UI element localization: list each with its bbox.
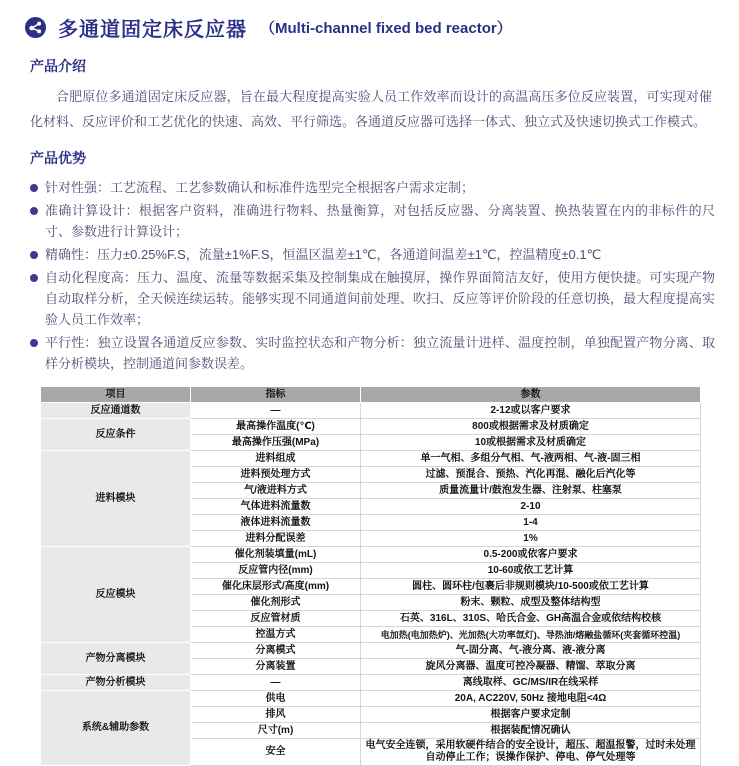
bullet-icon [30, 184, 38, 192]
param-cell: 质量流量计/鼓泡发生器、注射泵、柱塞泵 [361, 483, 701, 499]
table-row [41, 675, 701, 691]
advantage-item [30, 332, 715, 374]
param-cell: 根据装配情况确认 [361, 723, 701, 739]
indicator-cell: 最高操作压强(MPa) [191, 435, 361, 451]
param-cell: 旋风分离器、温度可控冷凝器、精馏、萃取分离 [361, 659, 701, 675]
bullet-icon [30, 274, 38, 282]
advantage-item [30, 177, 715, 198]
bullet-icon [30, 207, 38, 215]
param-cell: 电气安全连锁，采用软硬件结合的安全设计，超压、超温报警，过时未处理自动停止工作；误操作保护、停电、停气处理等 [361, 739, 701, 766]
table-row [41, 403, 701, 419]
indicator-cell: 尺寸(m) [191, 723, 361, 739]
header-cell-item: 项目 [41, 387, 191, 403]
indicator-cell: 催化剂形式 [191, 595, 361, 611]
table-row [41, 643, 701, 659]
advantage-item [30, 244, 715, 265]
param-cell: 1-4 [361, 515, 701, 531]
param-cell: 800或根据需求及材质确定 [361, 419, 701, 435]
indicator-cell: — [191, 403, 361, 419]
item-cell: 产物分离模块 [41, 643, 191, 675]
indicator-cell: 气体进料流量数 [191, 499, 361, 515]
indicator-cell: 催化床层形式/高度(mm) [191, 579, 361, 595]
indicator-cell: 分离装置 [191, 659, 361, 675]
item-cell: 反应条件 [41, 419, 191, 451]
indicator-cell: — [191, 675, 361, 691]
param-cell: 气-固分离、气-液分离、液-液分离 [361, 643, 701, 659]
indicator-cell: 反应管材质 [191, 611, 361, 627]
param-cell: 单一气相、多组分气相、气-液两相、气-液-固三相 [361, 451, 701, 467]
param-cell: 2-10 [361, 499, 701, 515]
table-header-row [41, 387, 701, 403]
item-cell: 进料模块 [41, 451, 191, 547]
param-cell: 10-60或依工艺计算 [361, 563, 701, 579]
table-row [41, 691, 701, 707]
indicator-cell: 进料组成 [191, 451, 361, 467]
param-cell: 2-12或以客户要求 [361, 403, 701, 419]
param-cell: 0.5-200或依客户要求 [361, 547, 701, 563]
param-cell: 圆柱、圆环柱/包裹后非规则模块/10-500或依工艺计算 [361, 579, 701, 595]
indicator-cell: 分离模式 [191, 643, 361, 659]
advantage-text: 自动化程度高：压力、温度、流量等数据采集及控制集成在触摸屏，操作界面简洁友好，使用方便快捷。可实现产物自动取样分析，全天候连续运转。能够实现不同通道间前处理、吹扫、反应等评价阶段的任意切换，最大程度提高实验人员工作效率； [45, 270, 715, 327]
page-title: 多通道固定床反应器 [58, 19, 247, 41]
indicator-cell: 催化剂装填量(mL) [191, 547, 361, 563]
indicator-cell: 气/液进料方式 [191, 483, 361, 499]
indicator-cell: 进料分配误差 [191, 531, 361, 547]
indicator-cell: 进料预处理方式 [191, 467, 361, 483]
advantages-heading: 产品优势 [30, 150, 86, 166]
item-cell: 系统&辅助参数 [41, 691, 191, 766]
table-row [41, 419, 701, 435]
indicator-cell: 排风 [191, 707, 361, 723]
param-cell: 过滤、预混合、预热、汽化再混、融化后汽化等 [361, 467, 701, 483]
intro-paragraph: 合肥原位多通道固定床反应器，旨在最大程度提高实验人员工作效率而设计的高温高压多位反应装置，可实现对催化材料、反应评价和工艺优化的快速、高效、平行筛选。各通道反应器可选择一体式、独立式及快速切换式工作模式。 [30, 89, 712, 129]
param-cell: 1% [361, 531, 701, 547]
advantage-text: 平行性：独立设置各通道反应参数、实时监控状态和产物分析：独立流量计进样、温度控制，单独配置产物分离、取样分析模块，控制通道间参数误差。 [45, 335, 715, 371]
spec-table [40, 386, 701, 766]
indicator-cell: 安全 [191, 739, 361, 766]
param-cell: 离线取样、GC/MS/IR在线采样 [361, 675, 701, 691]
indicator-cell: 液体进料流量数 [191, 515, 361, 531]
param-cell: 电加热(电加热炉)、光加热(大功率氙灯)、导热油/熔融盐循环(夹套循环控温) [361, 627, 701, 643]
advantage-list [30, 177, 715, 374]
item-cell: 产物分析模块 [41, 675, 191, 691]
header-cell-indicator: 指标 [191, 387, 361, 403]
indicator-cell: 最高操作温度(℃) [191, 419, 361, 435]
bullet-icon [30, 339, 38, 347]
param-cell: 根据客户要求定制 [361, 707, 701, 723]
advantage-item [30, 267, 715, 330]
header-cell-param: 参数 [361, 387, 701, 403]
item-cell: 反应通道数 [41, 403, 191, 419]
intro-heading: 产品介绍 [30, 58, 86, 74]
advantage-item [30, 200, 715, 242]
advantage-text: 准确计算设计：根据客户资料，准确进行物料、热量衡算，对包括反应器、分离装置、换热装置在内的非标件的尺寸、参数进行计算设计； [45, 203, 715, 239]
indicator-cell: 供电 [191, 691, 361, 707]
param-cell: 石英、316L、310S、哈氏合金、GH高温合金或依结构校核 [361, 611, 701, 627]
page-header [0, 0, 739, 42]
page-title-en: （Multi-channel fixed bed reactor） [260, 20, 512, 37]
advantage-text: 精确性：压力±0.25%F.S，流量±1%F.S，恒温区温差±1℃，各通道间温差±1℃，控温精度±0.1℃ [45, 247, 602, 262]
param-cell: 粉末、颗粒、成型及整体结构型 [361, 595, 701, 611]
indicator-cell: 反应管内径(mm) [191, 563, 361, 579]
param-cell: 10或根据需求及材质确定 [361, 435, 701, 451]
share-molecule-icon [24, 16, 47, 39]
spec-table-body [41, 403, 701, 766]
param-cell: 20A, AC220V, 50Hz 接地电阻<4Ω [361, 691, 701, 707]
advantage-text: 针对性强：工艺流程、工艺参数确认和标准件选型完全根据客户需求定制； [45, 180, 475, 195]
indicator-cell: 控温方式 [191, 627, 361, 643]
bullet-icon [30, 251, 38, 259]
item-cell: 反应模块 [41, 547, 191, 643]
table-row [41, 451, 701, 467]
table-row [41, 547, 701, 563]
